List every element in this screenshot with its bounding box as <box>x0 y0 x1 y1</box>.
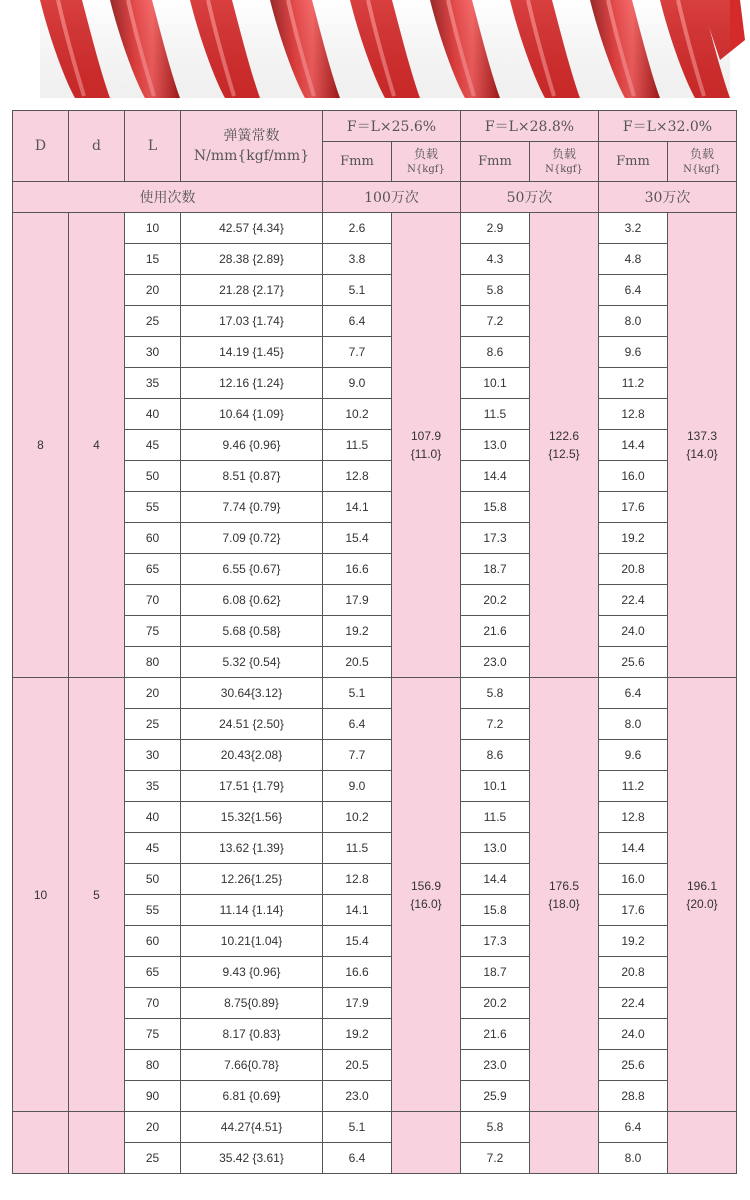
load-unit: N{kgf} <box>683 163 721 175</box>
deflection-cell: 8.6 <box>461 740 530 771</box>
spring-rate-cell: 5.68 {0.58} <box>181 616 323 647</box>
deflection-cell: 15.4 <box>323 523 392 554</box>
deflection-cell: 5.8 <box>461 1112 530 1143</box>
spring-rate-cell: 8.17 {0.83} <box>181 1019 323 1050</box>
load-kgf-value: {12.5} <box>548 447 580 461</box>
deflection-cell: 8.6 <box>461 337 530 368</box>
deflection-cell: 15.8 <box>461 895 530 926</box>
free-length-cell: 65 <box>125 554 181 585</box>
col-header-spring-rate <box>181 111 323 182</box>
deflection-cell: 16.6 <box>323 957 392 988</box>
spring-rate-cell: 7.74 {0.79} <box>181 492 323 523</box>
free-length-cell: 45 <box>125 833 181 864</box>
deflection-cell: 21.6 <box>461 616 530 647</box>
free-length-cell: 40 <box>125 802 181 833</box>
free-length-cell: 60 <box>125 926 181 957</box>
deflection-cell: 17.9 <box>323 988 392 1019</box>
deflection-cell: 25.6 <box>599 647 668 678</box>
load-kgf-value: {18.0} <box>548 896 580 911</box>
spring-rate-cell: 17.03 {1.74} <box>181 306 323 337</box>
free-length-cell: 90 <box>125 1081 181 1112</box>
spring-rate-cell: 12.16 {1.24} <box>181 368 323 399</box>
load-label: 负载 <box>413 146 438 161</box>
load-newton-value: 122.6 <box>548 429 580 443</box>
table-row <box>13 678 737 709</box>
spring-rate-cell: 7.09 {0.72} <box>181 523 323 554</box>
free-length-cell: 45 <box>125 430 181 461</box>
spring-rate-cell: 9.43 {0.96} <box>181 957 323 988</box>
deflection-cell: 16.0 <box>599 461 668 492</box>
spring-rate-cell: 10.21{1.04} <box>181 926 323 957</box>
group-title-2: F＝L×28.8% <box>461 111 599 142</box>
deflection-cell: 13.0 <box>461 430 530 461</box>
load-kgf-value: {16.0} <box>410 896 442 911</box>
usage-label: 使用次数 <box>13 182 323 213</box>
spring-rate-cell: 15.32{1.56} <box>181 802 323 833</box>
deflection-cell: 2.9 <box>461 213 530 244</box>
deflection-cell: 11.5 <box>323 430 392 461</box>
deflection-cell: 10.2 <box>323 399 392 430</box>
load-cell <box>392 678 461 1112</box>
deflection-cell: 5.1 <box>323 678 392 709</box>
deflection-cell: 11.5 <box>323 833 392 864</box>
load-newton-value: 196.1 <box>686 878 718 893</box>
deflection-cell: 2.6 <box>323 213 392 244</box>
deflection-cell: 11.2 <box>599 771 668 802</box>
deflection-cell: 7.7 <box>323 740 392 771</box>
deflection-cell: 22.4 <box>599 988 668 1019</box>
deflection-cell: 7.2 <box>461 709 530 740</box>
deflection-cell: 3.2 <box>599 213 668 244</box>
deflection-cell: 5.8 <box>461 678 530 709</box>
wire-diameter-cell <box>69 1112 125 1174</box>
deflection-cell: 10.1 <box>461 368 530 399</box>
outer-diameter-cell: 10 <box>13 678 69 1112</box>
deflection-cell: 22.4 <box>599 585 668 616</box>
load-unit: N{kgf} <box>407 163 445 175</box>
free-length-cell: 55 <box>125 492 181 523</box>
deflection-cell: 6.4 <box>599 275 668 306</box>
deflection-cell: 11.5 <box>461 802 530 833</box>
deflection-cell: 24.0 <box>599 1019 668 1050</box>
spring-rate-cell: 11.14 {1.14} <box>181 895 323 926</box>
outer-diameter-cell: 8 <box>13 213 69 678</box>
deflection-cell: 21.6 <box>461 1019 530 1050</box>
free-length-cell: 70 <box>125 585 181 616</box>
load-newton-value: 176.5 <box>548 878 580 893</box>
deflection-cell: 14.1 <box>323 895 392 926</box>
deflection-cell: 12.8 <box>323 864 392 895</box>
fmm-header-1: Fmm <box>323 142 392 182</box>
spring-rate-cell: 8.51 {0.87} <box>181 461 323 492</box>
wire-diameter-cell: 5 <box>69 678 125 1112</box>
deflection-cell: 23.0 <box>461 647 530 678</box>
deflection-cell: 19.2 <box>323 1019 392 1050</box>
deflection-cell: 4.8 <box>599 244 668 275</box>
deflection-cell: 9.0 <box>323 368 392 399</box>
load-header-1 <box>392 142 461 182</box>
deflection-cell: 14.4 <box>461 864 530 895</box>
spring-rate-cell: 28.38 {2.89} <box>181 244 323 275</box>
load-newton-value: 156.9 <box>410 878 442 893</box>
deflection-cell: 20.2 <box>461 585 530 616</box>
load-kgf-value: {14.0} <box>686 447 718 461</box>
deflection-cell: 6.4 <box>599 678 668 709</box>
deflection-cell: 5.1 <box>323 275 392 306</box>
deflection-cell: 15.8 <box>461 492 530 523</box>
table-row <box>13 213 737 244</box>
load-cell <box>392 213 461 678</box>
spring-rate-cell: 24.51 {2.50} <box>181 709 323 740</box>
load-kgf-value: {11.0} <box>410 447 442 461</box>
free-length-cell: 25 <box>125 306 181 337</box>
deflection-cell: 11.2 <box>599 368 668 399</box>
spring-rate-cell: 6.08 {0.62} <box>181 585 323 616</box>
group-title-3: F＝L×32.0% <box>599 111 737 142</box>
spring-banner <box>0 0 750 110</box>
group-title-1: F＝L×25.6% <box>323 111 461 142</box>
spring-rate-cell: 21.28 {2.17} <box>181 275 323 306</box>
deflection-cell: 19.2 <box>323 616 392 647</box>
deflection-cell: 19.2 <box>599 926 668 957</box>
fmm-header-3: Fmm <box>599 142 668 182</box>
deflection-cell: 5.8 <box>461 275 530 306</box>
deflection-cell: 16.0 <box>599 864 668 895</box>
usage-row <box>13 182 737 213</box>
free-length-cell: 10 <box>125 213 181 244</box>
free-length-cell: 35 <box>125 771 181 802</box>
spring-rate-label: 弹簧常数 <box>223 128 280 144</box>
spring-rate-cell: 14.19 {1.45} <box>181 337 323 368</box>
free-length-cell: 75 <box>125 616 181 647</box>
free-length-cell: 35 <box>125 368 181 399</box>
deflection-cell: 20.8 <box>599 957 668 988</box>
deflection-cell: 18.7 <box>461 957 530 988</box>
load-newton-value: 137.3 <box>686 429 718 443</box>
load-cell <box>392 1112 461 1174</box>
deflection-cell: 11.5 <box>461 399 530 430</box>
load-cell <box>530 678 599 1112</box>
spring-rate-cell: 13.62 {1.39} <box>181 833 323 864</box>
spring-rate-cell: 6.81 {0.69} <box>181 1081 323 1112</box>
spring-rate-cell: 10.64 {1.09} <box>181 399 323 430</box>
deflection-cell: 14.4 <box>461 461 530 492</box>
free-length-cell: 20 <box>125 678 181 709</box>
usage-value-3: 30万次 <box>599 182 737 213</box>
spring-rate-cell: 42.57 {4.34} <box>181 213 323 244</box>
load-unit: N{kgf} <box>545 163 583 175</box>
spring-rate-cell: 6.55 {0.67} <box>181 554 323 585</box>
deflection-cell: 8.0 <box>599 306 668 337</box>
wire-diameter-cell: 4 <box>69 213 125 678</box>
deflection-cell: 6.4 <box>323 1143 392 1174</box>
deflection-cell: 20.2 <box>461 988 530 1019</box>
outer-diameter-cell <box>13 1112 69 1174</box>
free-length-cell: 75 <box>125 1019 181 1050</box>
load-label: 负载 <box>689 146 714 161</box>
load-newton-value: 107.9 <box>410 429 442 443</box>
spring-rate-cell: 9.46 {0.96} <box>181 430 323 461</box>
spring-rate-cell: 20.43{2.08} <box>181 740 323 771</box>
load-cell <box>668 678 737 1112</box>
free-length-cell: 80 <box>125 647 181 678</box>
fmm-header-2: Fmm <box>461 142 530 182</box>
deflection-cell: 9.6 <box>599 740 668 771</box>
deflection-cell: 25.9 <box>461 1081 530 1112</box>
free-length-cell: 20 <box>125 275 181 306</box>
load-header-3 <box>668 142 737 182</box>
deflection-cell: 17.6 <box>599 895 668 926</box>
free-length-cell: 80 <box>125 1050 181 1081</box>
load-cell <box>668 1112 737 1174</box>
deflection-cell: 6.4 <box>599 1112 668 1143</box>
spring-rate-cell: 17.51 {1.79} <box>181 771 323 802</box>
deflection-cell: 13.0 <box>461 833 530 864</box>
deflection-cell: 23.0 <box>323 1081 392 1112</box>
deflection-cell: 8.0 <box>599 709 668 740</box>
load-label: 负载 <box>551 146 576 161</box>
spring-rate-cell: 12.26{1.25} <box>181 864 323 895</box>
free-length-cell: 50 <box>125 461 181 492</box>
spring-spec-table <box>12 110 737 1174</box>
free-length-cell: 30 <box>125 337 181 368</box>
deflection-cell: 20.8 <box>599 554 668 585</box>
deflection-cell: 24.0 <box>599 616 668 647</box>
deflection-cell: 7.7 <box>323 337 392 368</box>
deflection-cell: 28.8 <box>599 1081 668 1112</box>
deflection-cell: 7.2 <box>461 1143 530 1174</box>
deflection-cell: 20.5 <box>323 1050 392 1081</box>
deflection-cell: 8.0 <box>599 1143 668 1174</box>
deflection-cell: 15.4 <box>323 926 392 957</box>
deflection-cell: 12.8 <box>599 399 668 430</box>
free-length-cell: 30 <box>125 740 181 771</box>
load-cell <box>530 1112 599 1174</box>
spring-rate-cell: 30.64{3.12} <box>181 678 323 709</box>
load-header-2 <box>530 142 599 182</box>
free-length-cell: 25 <box>125 1143 181 1174</box>
col-header-L: L <box>125 111 181 182</box>
deflection-cell: 23.0 <box>461 1050 530 1081</box>
deflection-cell: 12.8 <box>323 461 392 492</box>
col-header-d: d <box>69 111 125 182</box>
spring-rate-cell: 7.66{0.78} <box>181 1050 323 1081</box>
spring-rate-cell: 35.42 {3.61} <box>181 1143 323 1174</box>
deflection-cell: 14.1 <box>323 492 392 523</box>
deflection-cell: 7.2 <box>461 306 530 337</box>
spring-rate-unit: N/mm{kgf/mm} <box>193 148 310 164</box>
load-cell <box>530 213 599 678</box>
table-row <box>13 1112 737 1143</box>
free-length-cell: 25 <box>125 709 181 740</box>
free-length-cell: 50 <box>125 864 181 895</box>
deflection-cell: 14.4 <box>599 833 668 864</box>
deflection-cell: 19.2 <box>599 523 668 554</box>
load-kgf-value: {20.0} <box>686 896 718 911</box>
deflection-cell: 20.5 <box>323 647 392 678</box>
free-length-cell: 70 <box>125 988 181 1019</box>
deflection-cell: 6.4 <box>323 306 392 337</box>
deflection-cell: 25.6 <box>599 1050 668 1081</box>
deflection-cell: 12.8 <box>599 802 668 833</box>
usage-value-2: 50万次 <box>461 182 599 213</box>
deflection-cell: 10.2 <box>323 802 392 833</box>
free-length-cell: 60 <box>125 523 181 554</box>
free-length-cell: 15 <box>125 244 181 275</box>
deflection-cell: 9.6 <box>599 337 668 368</box>
spring-rate-cell: 5.32 {0.54} <box>181 647 323 678</box>
free-length-cell: 55 <box>125 895 181 926</box>
deflection-cell: 6.4 <box>323 709 392 740</box>
usage-value-1: 100万次 <box>323 182 461 213</box>
free-length-cell: 20 <box>125 1112 181 1143</box>
spring-rate-cell: 8.75{0.89} <box>181 988 323 1019</box>
spring-rate-cell: 44.27{4.51} <box>181 1112 323 1143</box>
free-length-cell: 65 <box>125 957 181 988</box>
deflection-cell: 14.4 <box>599 430 668 461</box>
deflection-cell: 17.3 <box>461 926 530 957</box>
deflection-cell: 17.6 <box>599 492 668 523</box>
deflection-cell: 4.3 <box>461 244 530 275</box>
deflection-cell: 3.8 <box>323 244 392 275</box>
deflection-cell: 16.6 <box>323 554 392 585</box>
deflection-cell: 18.7 <box>461 554 530 585</box>
deflection-cell: 9.0 <box>323 771 392 802</box>
col-header-D: D <box>13 111 69 182</box>
deflection-cell: 10.1 <box>461 771 530 802</box>
deflection-cell: 17.3 <box>461 523 530 554</box>
deflection-cell: 17.9 <box>323 585 392 616</box>
free-length-cell: 40 <box>125 399 181 430</box>
header-row-1 <box>13 111 737 142</box>
deflection-cell: 5.1 <box>323 1112 392 1143</box>
load-cell <box>668 213 737 678</box>
red-compression-spring-image <box>0 0 750 110</box>
